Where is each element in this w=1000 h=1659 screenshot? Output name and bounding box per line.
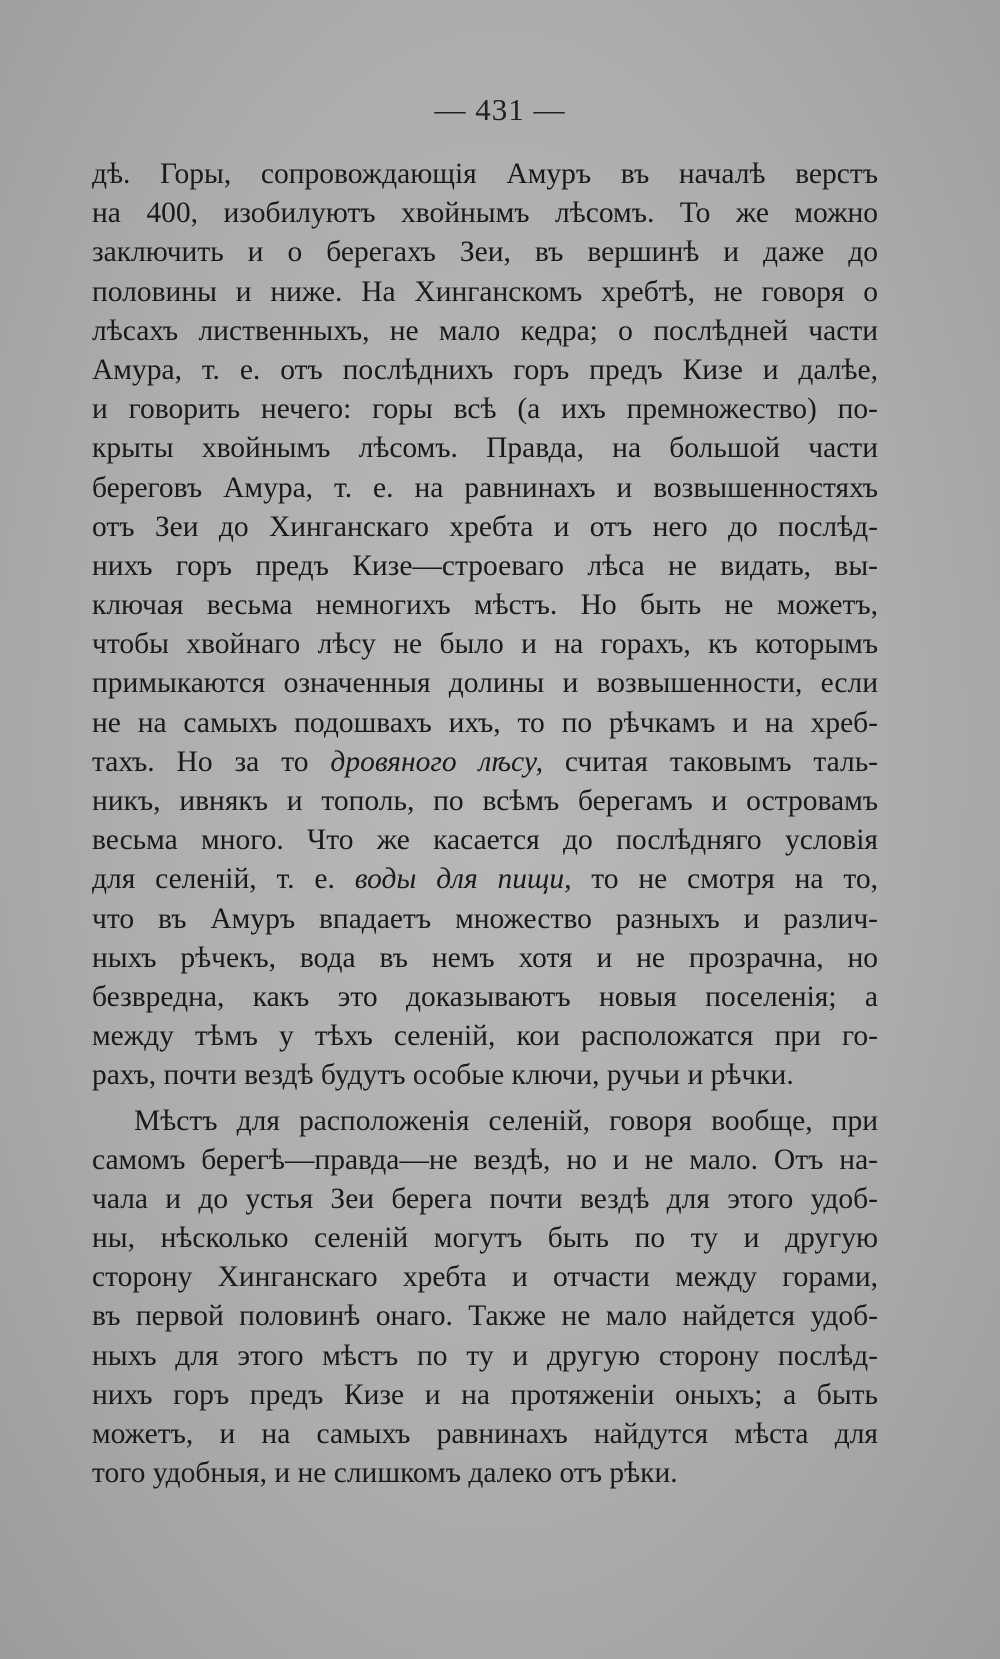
text-line: примыкаются означенныя долины и возвышенности, если (92, 667, 878, 700)
page-number: — 431 — (434, 92, 566, 127)
text-line: рахъ, почти вездѣ будутъ особые ключи, ручьи и рѣчки. (92, 1059, 794, 1092)
text-line: въ первой половинѣ онаго. Также не мало найдется удоб- (92, 1300, 878, 1333)
text-line: нихъ горъ предъ Кизе—строеваго лѣса не видать, вы- (92, 549, 878, 582)
text-line: ныхъ для этого мѣстъ по ту и другую сторону послѣд- (92, 1339, 878, 1372)
text-line: чтобы хвойнаго лѣсу не было и на горахъ, къ которымъ (92, 628, 878, 661)
text-line: ключая весьма немногихъ мѣстъ. Но быть не можетъ, (92, 589, 878, 622)
text-segment: считая таковымъ таль- (542, 745, 878, 778)
text-line-with-italic (92, 860, 878, 899)
text-line: заключить и о берегахъ Зеи, въ вершинѣ и даже до (92, 236, 878, 269)
text-line: чала и до устья Зеи берега почти вездѣ для этого удоб- (92, 1182, 878, 1215)
text-line: того удобныя, и не слишкомъ далеко отъ рѣки. (92, 1457, 678, 1490)
text-segment: тахъ. Но за то (92, 745, 331, 778)
text-line-with-italic (92, 743, 878, 782)
italic-phrase: дровяного лѣсу, (330, 745, 543, 778)
text-line: на 400, изобилуютъ хвойнымъ лѣсомъ. То же можно (92, 197, 878, 230)
text-line: Мѣстъ для расположенія селеній, говоря вообще, при (134, 1104, 878, 1137)
text-line: Амура, т. е. отъ послѣднихъ горъ предъ Кизе и далѣе, (92, 353, 878, 386)
text-line: нихъ горъ предъ Кизе и на протяженіи оныхъ; а быть (92, 1378, 878, 1411)
text-line: что въ Амуръ впадаетъ множество разныхъ и различ- (92, 902, 878, 935)
body-text (92, 155, 878, 1493)
text-line: береговъ Амура, т. е. на равнинахъ и возвышенностяхъ (92, 471, 878, 504)
text-line: крыты хвойнымъ лѣсомъ. Правда, на большой части (92, 432, 878, 465)
text-line: не на самыхъ подошвахъ ихъ, то по рѣчкамъ и на хреб- (92, 706, 878, 739)
text-line: дѣ. Горы, сопровождающія Амуръ въ началѣ верстъ (92, 158, 878, 190)
text-line: весьма много. Что же касается до послѣдняго условія (92, 824, 878, 857)
text-line: отъ Зеи до Хинганскаго хребта и отъ него до послѣд- (92, 510, 878, 543)
text-line: можетъ, и на самыхъ равнинахъ найдутся мѣста для (92, 1418, 878, 1450)
text-segment: для селеній, т. е. (92, 863, 355, 896)
text-line: самомъ берегѣ—правда—не вездѣ, но и не мало. Отъ на- (92, 1143, 878, 1176)
text-line: ныхъ рѣчекъ, вода въ немъ хотя и не прозрачна, но (92, 941, 878, 974)
text-line: и говорить нечего: горы всѣ (а ихъ премножество) по- (92, 393, 878, 426)
text-line: ны, нѣсколько селеній могутъ быть по ту и другую (92, 1222, 878, 1255)
text-line: половины и ниже. На Хинганскомъ хребтѣ, не говоря о (92, 275, 878, 308)
text-line: сторону Хинганскаго хребта и отчасти между горами, (92, 1261, 878, 1294)
text-line: безвредна, какъ это доказываютъ новыя поселенія; а (92, 980, 878, 1013)
text-segment: то не смотря на то, (571, 863, 878, 896)
text-line: лѣсахъ лиственныхъ, не мало кедра; о послѣдней части (92, 314, 878, 347)
text-line: никъ, ивнякъ и тополь, по всѣмъ берегамъ и островамъ (92, 785, 878, 817)
italic-phrase: воды для пищи, (354, 863, 572, 896)
text-line: между тѣмъ у тѣхъ селеній, кои расположатся при го- (92, 1020, 878, 1053)
